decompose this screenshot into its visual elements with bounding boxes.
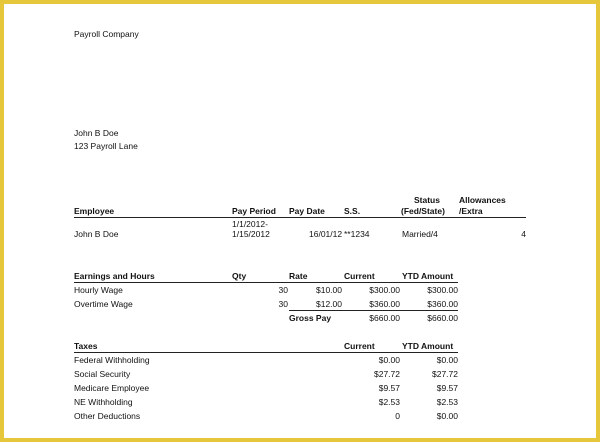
earnings-row-current: $300.00: [369, 285, 400, 295]
gross-pay-current: $660.00: [369, 313, 400, 323]
tax-row-current: $0.00: [378, 355, 400, 365]
tax-row-current: $9.57: [378, 383, 400, 393]
header-pay-period: Pay Period: [232, 206, 276, 216]
earnings-row-ytd: $360.00: [427, 299, 458, 309]
header-allowances-line1: Allowances: [459, 195, 506, 205]
earnings-header-rate: Rate: [289, 271, 308, 281]
earnings-header-rule: [74, 282, 458, 283]
earnings-row-rate: $12.00: [316, 299, 342, 309]
taxes-header-current: Current: [344, 341, 375, 351]
header-status-line1: Status: [414, 195, 440, 205]
row-employee: John B Doe: [74, 229, 119, 239]
tax-row-label: Medicare Employee: [74, 383, 150, 393]
header-pay-date: Pay Date: [289, 206, 325, 216]
employee-name: John B Doe: [74, 128, 119, 138]
header-ss: S.S.: [344, 206, 361, 216]
tax-row-ytd: $27.72: [432, 369, 458, 379]
taxes-header-rule: [74, 352, 458, 353]
tax-row-label: Social Security: [74, 369, 131, 379]
tax-row-label: Other Deductions: [74, 411, 141, 421]
earnings-row-current: $360.00: [369, 299, 400, 309]
row-pay-period-end: 1/15/2012: [232, 229, 270, 239]
employee-street: 123 Payroll Lane: [74, 141, 138, 151]
gross-pay-rule: [289, 310, 458, 311]
gross-pay-label: Gross Pay: [289, 313, 332, 323]
tax-row-ytd: $0.00: [436, 411, 458, 421]
earnings-row-rate: $10.00: [316, 285, 342, 295]
row-status: Married/4: [402, 229, 438, 239]
earnings-row-label: Overtime Wage: [74, 299, 133, 309]
tax-row-current: $27.72: [374, 369, 400, 379]
earnings-header-current: Current: [344, 271, 375, 281]
taxes-title: Taxes: [74, 341, 98, 351]
tax-row-label: NE Withholding: [74, 397, 133, 407]
earnings-row-qty: 30: [278, 299, 288, 309]
earnings-header-ytd: YTD Amount: [402, 271, 454, 281]
tax-row-current: 0: [395, 411, 400, 421]
header-employee: Employee: [74, 206, 115, 216]
header-status-line2: (Fed/State): [401, 206, 445, 216]
employee-header-rule: [74, 217, 526, 218]
tax-row-current: $2.53: [378, 397, 400, 407]
earnings-title: Earnings and Hours: [74, 271, 155, 281]
tax-row-label: Federal Withholding: [74, 355, 150, 365]
earnings-row-ytd: $300.00: [427, 285, 458, 295]
header-allowances-line2: /Extra: [459, 206, 483, 216]
row-allowances: 4: [521, 229, 526, 239]
row-pay-date: 16/01/12: [309, 229, 343, 239]
tax-row-ytd: $9.57: [436, 383, 458, 393]
tax-row-ytd: $2.53: [436, 397, 458, 407]
gross-pay-ytd: $660.00: [427, 313, 458, 323]
company-name: Payroll Company: [74, 29, 139, 39]
taxes-header-ytd: YTD Amount: [402, 341, 454, 351]
earnings-row-qty: 30: [278, 285, 288, 295]
row-pay-period-start: 1/1/2012-: [232, 219, 268, 229]
earnings-row-label: Hourly Wage: [74, 285, 123, 295]
earnings-header-qty: Qty: [232, 271, 247, 281]
row-ss: **1234: [344, 229, 370, 239]
tax-row-ytd: $0.00: [436, 355, 458, 365]
